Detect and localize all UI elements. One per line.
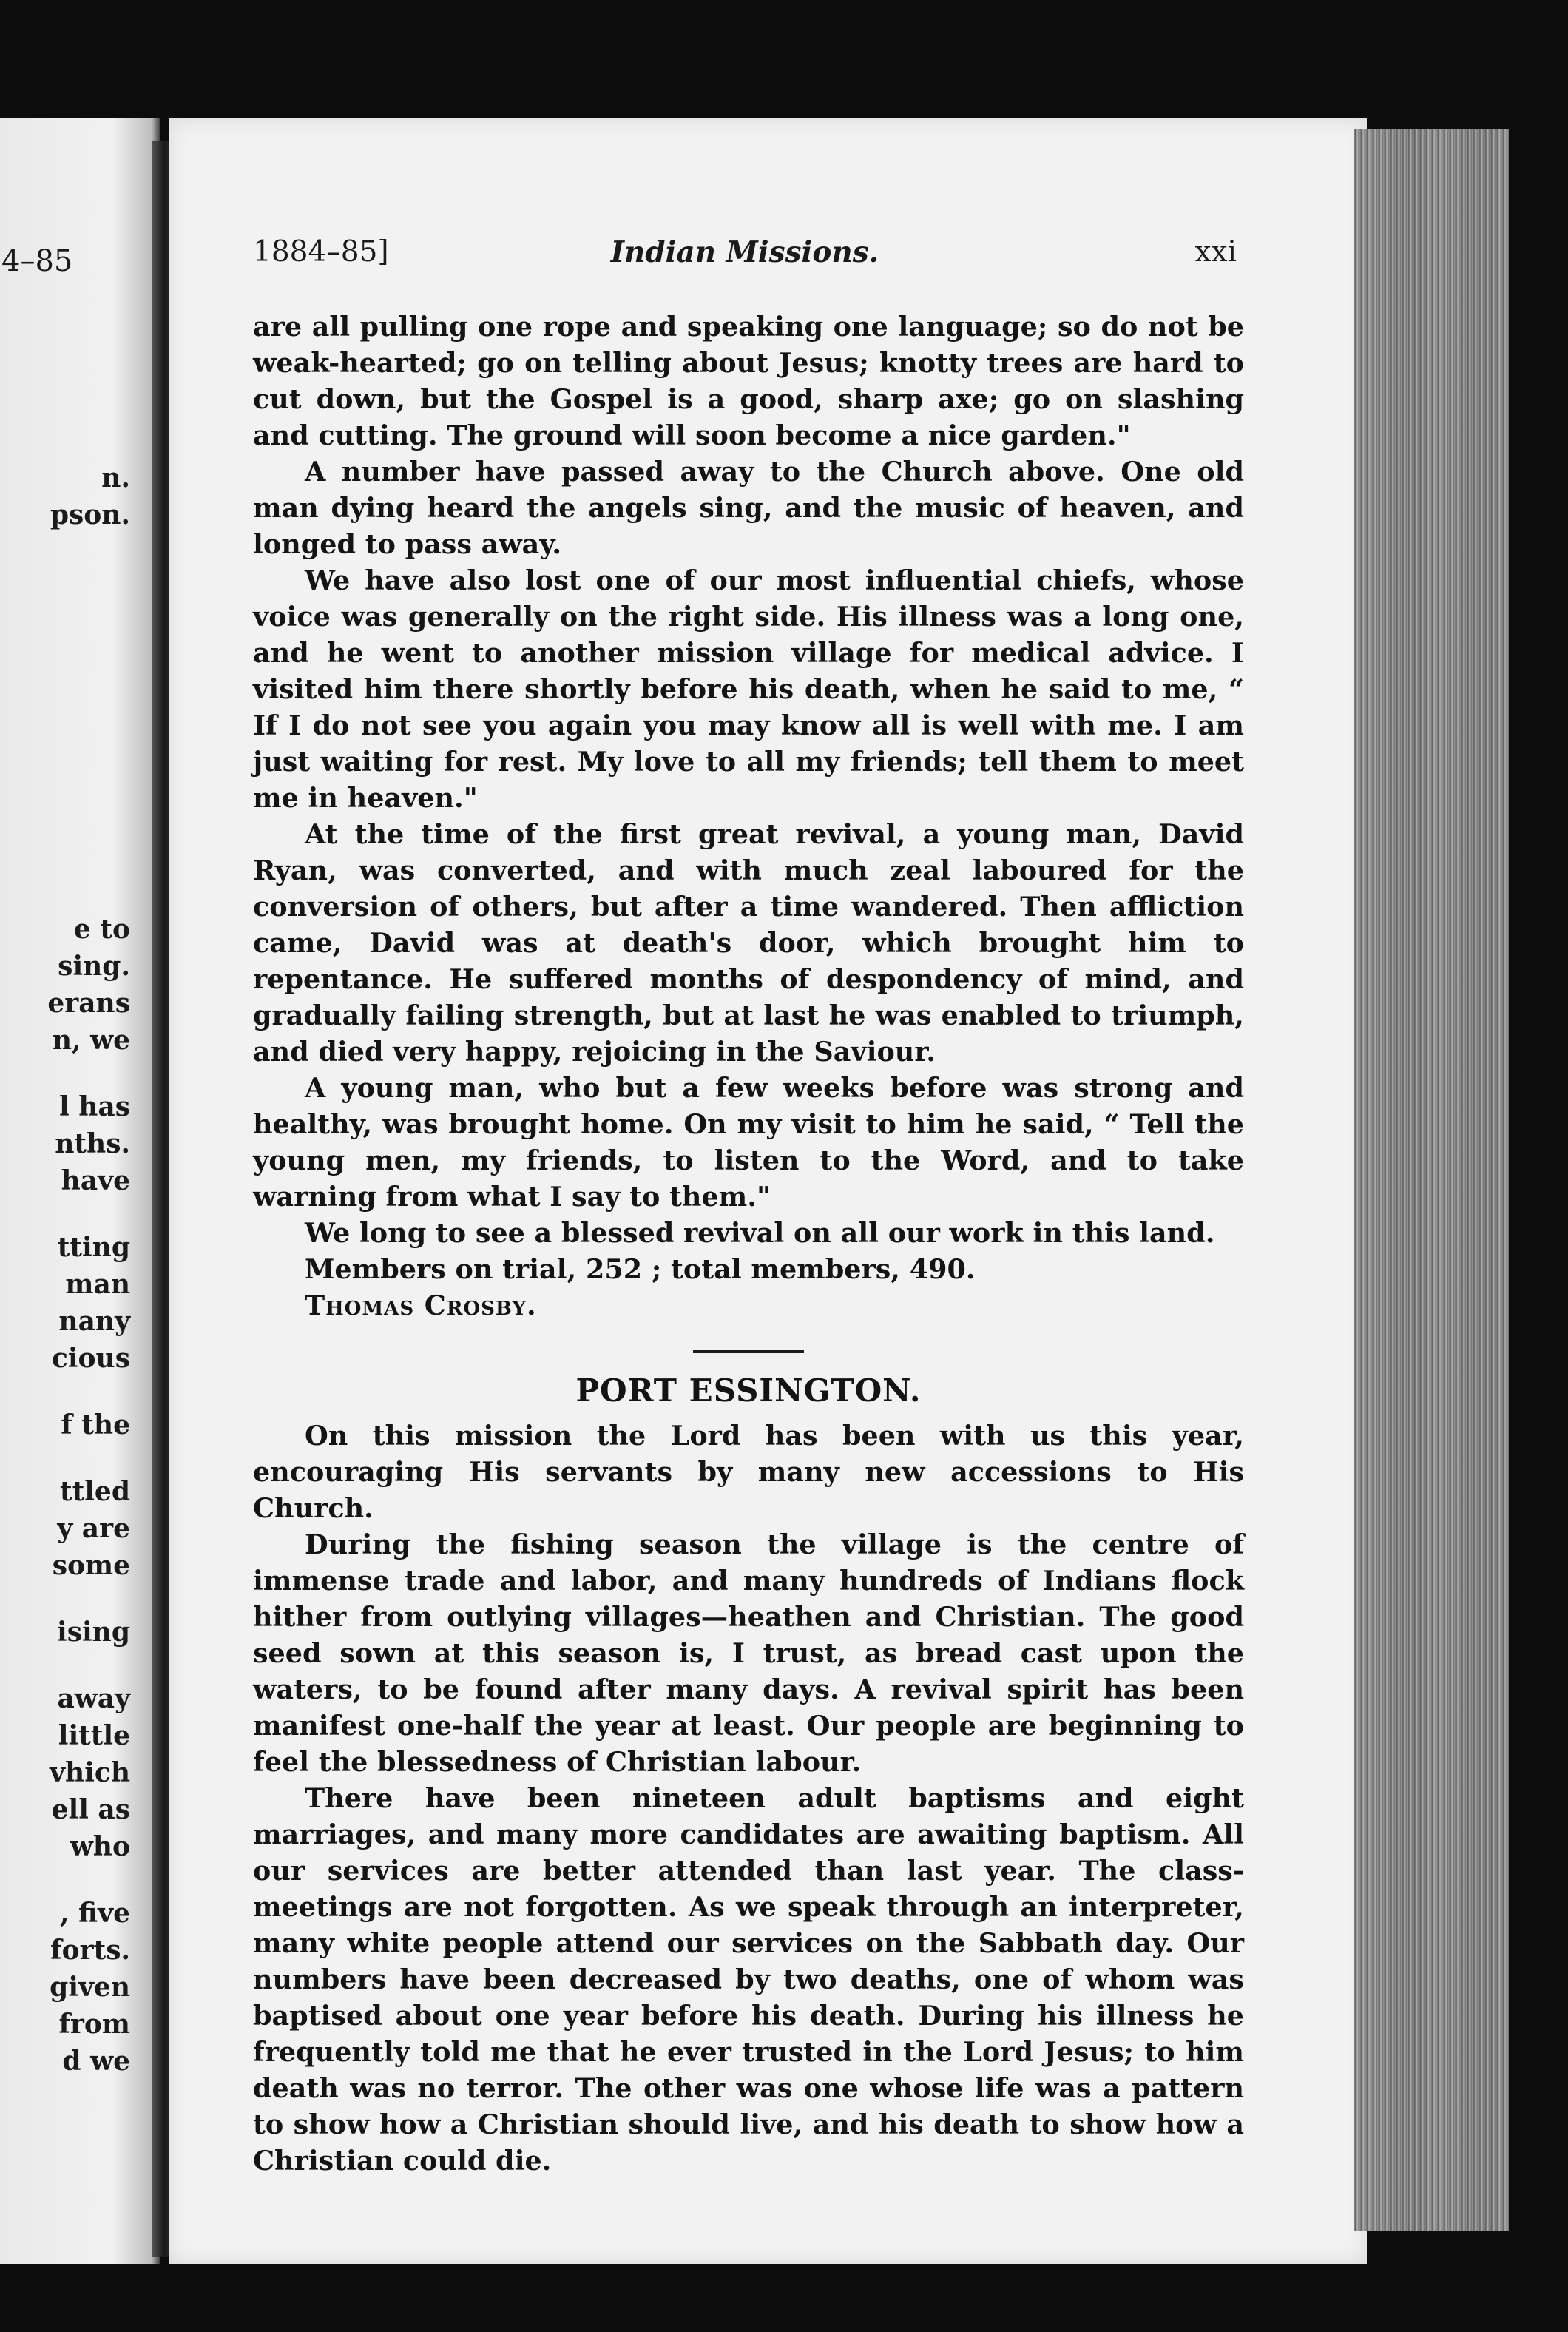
running-head-year: 1884–85]: [253, 235, 389, 269]
paragraph: Members on trial, 252 ; total members, 490.: [305, 1253, 976, 1285]
left-fragment: y are: [57, 1513, 130, 1544]
left-fragment: man: [65, 1269, 130, 1300]
left-fragment: sing.: [58, 951, 130, 982]
left-fragment: from: [58, 2009, 130, 2040]
paragraph: At the time of the first great revival, a young man, David Ryan, was converted, and with much zeal laboured for the conversion of others, but after a time wandered. Then affliction came, David was at death's door, which brought him to repentance. He suffered months of despondency of mind, and gradually failing strength, but at last he was enabled to triumph, and died very happy, rejoicing in the Saviour.: [253, 818, 1244, 1068]
left-fragment: erans: [47, 988, 130, 1019]
left-fragment: nany: [58, 1306, 130, 1337]
left-fragment: l has: [59, 1091, 130, 1122]
signature: Thomas Crosby.: [305, 1290, 537, 1321]
paragraph: A young man, who but a few weeks before was strong and healthy, was brought home. On my visit to him he said, “ Tell the young men, my friends, to listen to the Word, and to take warning from what I say to them.": [253, 1072, 1244, 1213]
left-fragment: ttled: [59, 1476, 130, 1507]
paragraph: On this mission the Lord has been with us this year, encouraging His servants by many new accessions to His Church.: [253, 1420, 1244, 1524]
paragraph: We long to see a blessed revival on all our work in this land.: [305, 1217, 1215, 1249]
paragraph: During the fishing season the village is the centre of immense trade and labor, and many hundreds of Indians flock hither from outlying villages—heathen and Christian. The good seed sown at this season is, I trust, as bread cast upon the waters, to be found after many days. A revival spirit has been manifest one-half the year at least. Our people are beginning to feel the blessedness of Christian labour.: [253, 1529, 1244, 1778]
left-fragment: ising: [57, 1617, 130, 1648]
left-fragment: have: [61, 1165, 130, 1196]
left-fragment: little: [58, 1720, 130, 1751]
paragraph: There have been nineteen adult baptisms and eight marriages, and many more candidates are awaiting baptism. All our services are better attended than last year. The class-meetings are not forgotten. As we speak through an interpreter, many white people attend our services on the Sabbath day. Our numbers have been decreased by two deaths, one of whom was baptised about one year before his death. During his illness he frequently told me that he ever trusted in the Lord Jesus; to him death was no terror. The other was one whose life was a pattern to show how a Christian should live, and his death to show how a Christian could die.: [253, 1782, 1244, 2177]
left-page: [0, 118, 160, 2264]
left-fragment: who: [70, 1831, 130, 1862]
left-fragment: vhich: [50, 1757, 130, 1788]
left-fragment: forts.: [50, 1935, 130, 1966]
running-head: [253, 235, 1237, 280]
page-edges: [1354, 129, 1509, 2231]
left-fragment: n, we: [52, 1025, 130, 1056]
section-rule: [693, 1350, 804, 1353]
left-fragment: some: [52, 1550, 130, 1581]
left-fragment: given: [50, 1972, 130, 2003]
left-page-header: 4–85: [1, 244, 73, 278]
left-fragment: nths.: [55, 1128, 130, 1159]
paragraph: We have also lost one of our most influential chiefs, whose voice was generally on the right side. His illness was a long one, and he went to another mission village for medical advice. I visited him there shortly before his death, when he said to me, “ If I do not see you again you may know all is well with me. I am just waiting for rest. My love to all my friends; tell them to meet me in heaven.": [253, 565, 1244, 814]
section-heading: PORT ESSINGTON.: [575, 1372, 922, 1409]
left-fragment: f the: [61, 1409, 130, 1440]
left-fragment: tting: [57, 1232, 130, 1263]
paragraph: are all pulling one rope and speaking one language; so do not be weak-hearted; go on telling about Jesus; knotty trees are hard to cut down, but the Gospel is a good, sharp axe; go on slashing and cutting. The ground will soon become a nice garden.": [253, 311, 1244, 451]
paragraph: A number have passed away to the Church above. One old man dying heard the angels sing, and the music of heaven, and longed to pass away.: [253, 456, 1244, 560]
left-fragment: , five: [59, 1898, 130, 1929]
left-fragment: d we: [62, 2046, 130, 2077]
running-head-title: Indian Missions.: [610, 235, 879, 269]
left-fragment: cious: [51, 1343, 130, 1374]
page-number: xxi: [1194, 235, 1237, 269]
left-fragment: away: [57, 1683, 130, 1714]
left-fragment: n.: [101, 462, 130, 493]
left-fragment: ell as: [51, 1794, 130, 1825]
left-fragment: e to: [73, 914, 130, 945]
page-body: [253, 309, 1244, 2179]
left-fragment: pson.: [50, 499, 130, 530]
